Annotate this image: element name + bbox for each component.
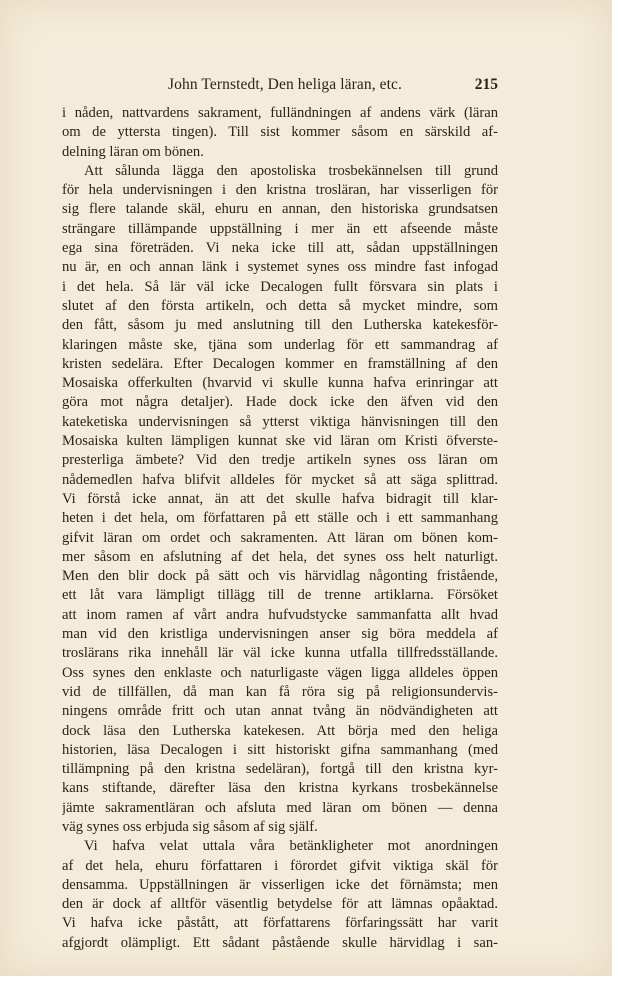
text-line: densamma. Uppställningen är visserligen icke det förnämsta; men (62, 876, 498, 893)
text-line: att inom ramen af vårt andra hufvudstycke sammanfatta allt hvad (62, 606, 498, 623)
text-line: för hela undervisningen i den kristna trosläran, har visserligen för (62, 182, 498, 199)
text-line: ett låt vara lämpligt tillägg till de trenne artiklarna. Försöket (62, 587, 498, 604)
text-line: heten i det hela, om författaren på ett ställe och i ett sammanhang (62, 510, 498, 527)
text-line: afgjordt olämpligt. Ett sådant påstående skulle härvidlag i san- (62, 934, 498, 951)
text-line: den fått, såsom ju med anslutning till den Lutherska katekesför- (62, 317, 498, 334)
text-line: klaringen måste ske, tjäna som underlag för ett sammandrag af (62, 336, 498, 353)
page-header (62, 76, 498, 98)
text-line: kristen sedelära. Efter Decalogen kommer en framställning af den (62, 355, 498, 372)
text-line: om de yttersta tingen). Till sist kommer såsom en särskild af- (62, 124, 498, 141)
page-edge-right (612, 0, 618, 982)
text-line: jämte sakramentläran och afsluta med läran om bönen — denna (62, 799, 498, 816)
text-line: Oss synes den enklaste och naturligaste vägen ligga alldeles öppen (62, 664, 498, 681)
text-line: mer såsom en afslutning af det hela, det synes oss helt naturligt. (62, 548, 498, 565)
text-line: ningens område fritt och utan annat tvång än nödvändigheten att (62, 703, 498, 720)
text-line: Men den blir dock på sätt och vis härvidlag någonting fristående, (62, 568, 498, 585)
text-line: troslärans rika innehåll lär väl icke kunna utfalla tillfredsställande. (62, 645, 498, 662)
text-line: väg synes oss erbjuda sig såsom af sig själf. (62, 818, 318, 835)
text-line: tillämpning på den kristna sedeläran), fortgå till den kristna kyr- (62, 761, 498, 778)
text-line: i nåden, nattvardens sakrament, fulländningen af andens värk (läran (62, 105, 498, 121)
page-edge-bottom (0, 976, 618, 982)
text-line: vid de tillfällen, då man kan få röra sig på religionsundervis- (62, 683, 498, 700)
page-number: 215 (474, 76, 498, 93)
text-line: nu är, en och annan länk i systemet synes oss mindre fast infogad (62, 259, 498, 276)
text-line: gifvit läran om ordet och sakramenten. Att läran om bönen kom- (62, 529, 498, 546)
text-line: kans stiftande, därefter läsa den kristna kyrkans trosbekännelse (62, 780, 498, 797)
text-line: nådemedlen hafva blifvit alldeles för mycket så att säga splittrad. (62, 471, 498, 488)
text-line: ega sina företräden. Vi neka icke till att, sådan uppställningen (62, 240, 498, 257)
running-title: John Ternstedt, Den heliga läran, etc. (168, 76, 402, 93)
text-line: Vi hafva velat uttala våra betänkligheter mot anordningen (84, 838, 498, 855)
text-line: i det hela. Så lär väl icke Decalogen fullt försvara sin plats i (62, 278, 498, 295)
text-line: Att sålunda lägga den apostoliska trosbekännelsen till grund (84, 162, 498, 179)
text-line: presterliga ämbete? Vid den tredje artikeln synes oss läran om (62, 452, 498, 469)
text-line: dock läsa den Lutherska katekesen. Att börja med den heliga (62, 722, 498, 739)
text-line: strängare tillämpande uppställning i mer än ett afseende måste (62, 220, 498, 237)
text-line: man vid den kristliga undervisningen anser sig böra meddela af (62, 626, 498, 643)
text-line: sig flere talande skäl, ehuru en annan, den historiska grundsatsen (62, 201, 498, 218)
body-text (62, 104, 498, 953)
text-line: slutet af den första artikeln, och detta så mycket mindre, som (62, 297, 498, 314)
text-line: delning läran om bönen. (62, 143, 204, 160)
text-line: historien, läsa Decalogen i sitt historiskt gifna sammanhang (med (62, 741, 498, 758)
text-line: Vi hafva icke påstått, att författarens förfaringssätt har varit (62, 915, 498, 932)
text-line: Mosaiska kulten lämpligen kunnat ske vid läran om Kristi öfverste- (62, 433, 498, 450)
text-line: Vi förstå icke annat, än att det skulle hafva bidragit till klar- (62, 490, 498, 507)
text-line: af det hela, ehuru författaren i förordet gifvit viktiga skäl för (62, 857, 498, 874)
text-line: Mosaiska offerkulten (hvarvid vi skulle kunna hafva erinringar att (62, 375, 498, 392)
text-line: kateketiska undervisningen så ytterst viktiga hänvisningen till den (62, 413, 498, 430)
text-line: göra mot några detaljer). Hade dock icke den äfven vid den (62, 394, 498, 411)
text-line: den är dock af alltför väsentlig betydelse för att lämnas opåaktad. (62, 896, 498, 913)
